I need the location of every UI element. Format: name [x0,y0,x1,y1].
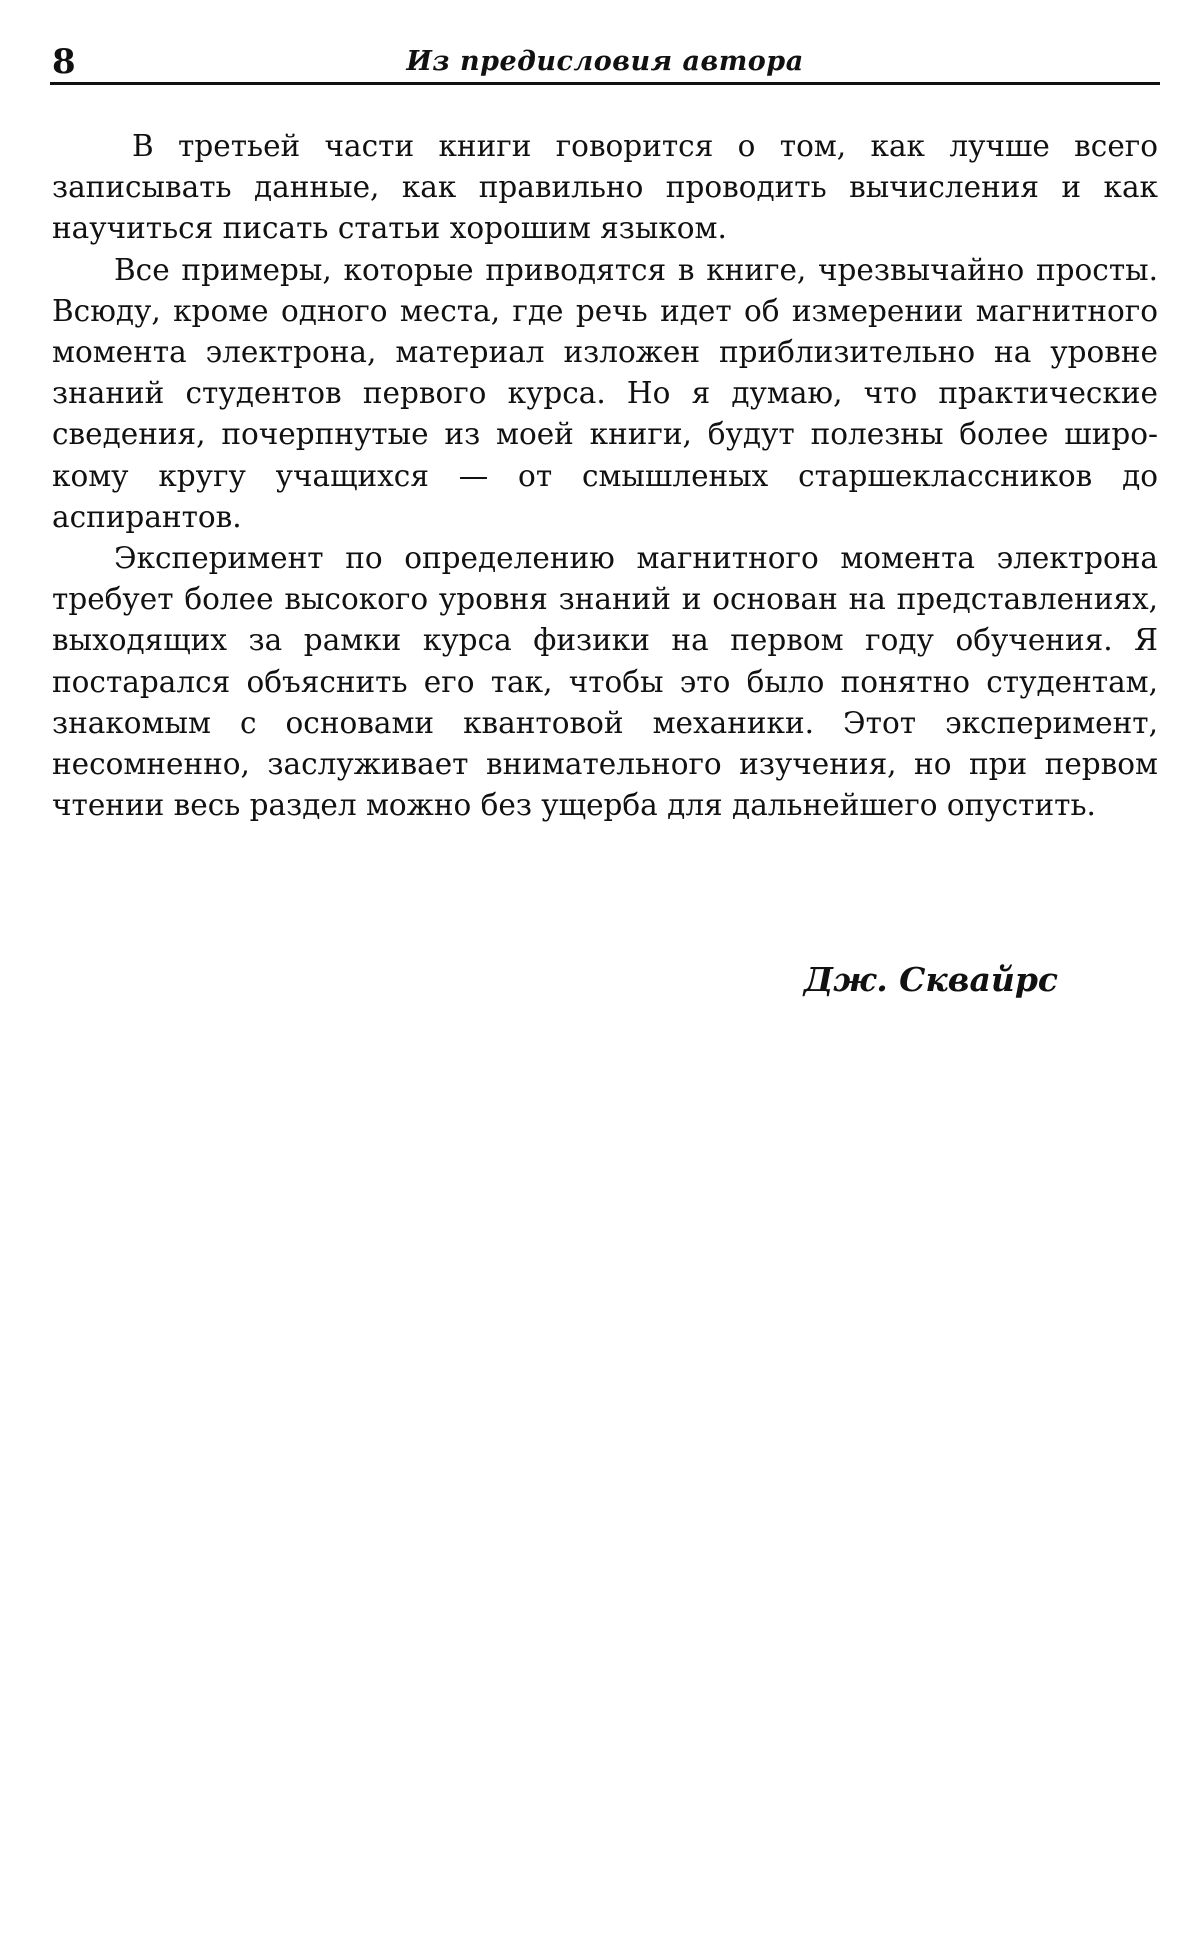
paragraph-1: В третьей части книги говорится о том, как лучше всего записывать данные, как правильно проводить вычисления и как научиться писать статьи хорошим языком. [52,129,1158,246]
running-title: Из предисловия автора [406,46,804,77]
page-number: 8 [52,42,76,82]
body-text [52,126,1158,826]
paragraph-2: Все примеры, которые приводятся в книге, чрезвычайно просты. Всюду, кроме одного места, где речь идет об измерении магнитного момента электрона, материал изложен приблизительно на уровне знаний студентов первого курса. Но я думаю, что практические сведения, почерпнутые из моей книги, будут полезны более широкому кругу учащихся — от смышленых старшеклассников до аспирантов. [52,252,1158,534]
author-signature: Дж. Сквайрс [803,960,1058,999]
header-rule [50,82,1160,85]
paragraph-3: Эксперимент по определению магнитного момента электрона требует более высокого уровня знаний и основан на представлениях, выходящих за рамки курса физики на первом году обучения. Я постарался объяснить его так, чтобы это было понятно студентам, знакомым с основами квантовой механики. Этот эксперимент, несомненно, заслуживает внимательного изучения, но при первом чтении весь раздел можно без ущерба для дальнейшего опустить. [52,541,1158,823]
